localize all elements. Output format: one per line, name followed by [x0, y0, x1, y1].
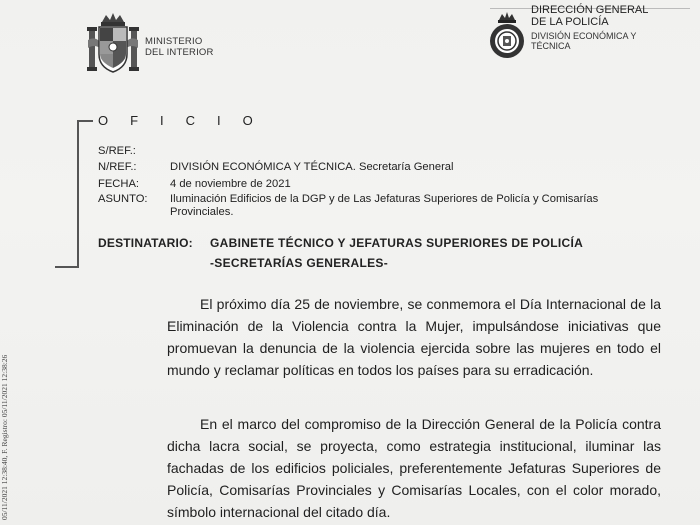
bracket-bottom	[55, 266, 79, 268]
fecha-value: 4 de noviembre de 2021	[170, 178, 291, 190]
asunto-value: Iluminación Edificios de la DGP y de Las Jefaturas Superiores de Policía y Comisarías Provinciales.	[170, 193, 599, 218]
policia-nacional-badge-icon	[487, 12, 527, 60]
body-paragraph-1: El próximo día 25 de noviembre, se conmemora el Día Internacional de la Eliminación de la Violencia contra la Mujer, impulsándose iniciativas que promuevan la denuncia de la violencia ejercida sobre las mujeres en todo el mundo y reclamar políticas en todos los países para su erradicación.	[167, 296, 661, 378]
nref-label: N/REF.:	[98, 161, 137, 173]
sref-label: S/REF.:	[98, 145, 136, 157]
nref-value: DIVISIÓN ECONÓMICA Y TÉCNICA. Secretaría General	[170, 161, 454, 173]
asunto-label: ASUNTO:	[98, 193, 148, 205]
fecha-label: FECHA:	[98, 178, 140, 190]
body-paragraph-2: En el marco del compromiso de la Dirección General de la Policía contra dicha lacra social, se proyecta, como estrategia institucional, iluminar las fachadas de los edificios policiales, preferentemente Jefaturas Superiores de Policía, Comisarías Provinciales y Comisarías Locales, con el color morado, símbolo internacional del citado día.	[167, 416, 661, 520]
police-title: DIRECCIÓN GENERAL DE LA POLICÍA	[531, 4, 649, 28]
destinatario-value: GABINETE TÉCNICO Y JEFATURAS SUPERIORES DE POLICÍA -SECRETARÍAS GENERALES-	[210, 236, 584, 270]
bracket-side	[77, 120, 79, 268]
destinatario-label: DESTINATARIO:	[98, 236, 193, 250]
ministry-name: MINISTERIO DEL INTERIOR	[145, 36, 214, 58]
bracket-top	[77, 120, 93, 122]
registry-stamp: 05/11/2021 12:38:40, F. Registro: 05/11/2021 12:38:26	[0, 354, 9, 520]
police-division: DIVISIÓN ECONÓMICA Y TÉCNICA	[531, 31, 637, 51]
spain-coat-of-arms-icon	[86, 12, 140, 76]
document-type: OFICIO	[98, 113, 275, 128]
